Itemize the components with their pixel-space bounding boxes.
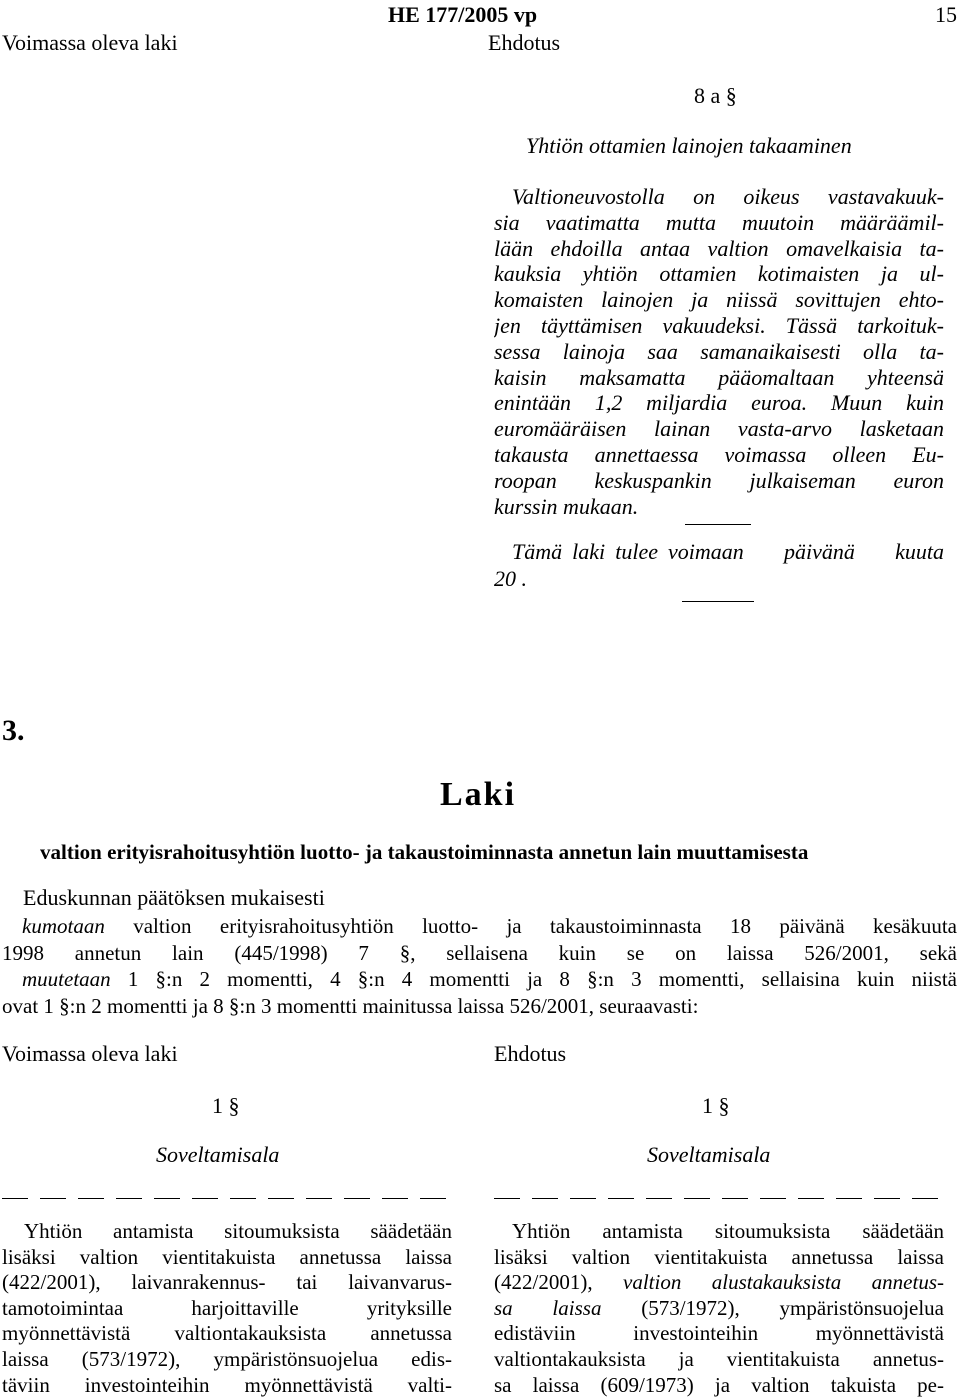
left-column-title: Voimassa oleva laki — [2, 30, 178, 55]
law-number: 3. — [2, 714, 25, 747]
text-run: sia vaatimatta mutta muutoin määräämil- — [494, 209, 944, 235]
text-line — [494, 210, 944, 236]
right-column-title: Ehdotus — [488, 30, 561, 55]
text-line — [494, 1219, 944, 1245]
text-line — [2, 1321, 452, 1347]
text-run: takausta annettaessa voimassa olleen Eu- — [494, 441, 944, 467]
text-line — [2, 1296, 452, 1322]
text-run: kurssin mukaan. — [494, 493, 639, 519]
text-run: tamotoimintaa harjoittaville yrityksille — [2, 1295, 452, 1320]
text-run: Yhtiön antamista sitoumuksista säädetään — [24, 1219, 452, 1243]
text-run: (422/2001), laivanrakennus- tai laivanvarus- — [2, 1270, 452, 1295]
document-id: HE 177/2005 vp — [388, 2, 538, 27]
left-column-text — [2, 1219, 452, 1398]
text-run: Valtioneuvostolla on oikeus vastavakuuk- — [512, 184, 944, 209]
text-line — [494, 1373, 944, 1398]
text-line — [494, 287, 944, 313]
section-8a-heading: Yhtiön ottamien lainojen takaaminen — [526, 133, 852, 158]
text-line — [494, 442, 944, 468]
right-column-text — [494, 1219, 944, 1398]
left-section-1-heading: Soveltamisala — [156, 1142, 280, 1167]
text-run: 1 §:n 2 momentti, 4 §:n 4 momentti ja 8 §:n 3 momentti, sellaisina kuin niistä — [110, 967, 957, 991]
text-line — [494, 261, 944, 287]
left-column-title-2: Voimassa oleva laki — [2, 1041, 178, 1066]
text-run: euromääräisen lainan vasta-arvo lasketaan — [494, 416, 944, 442]
text-line — [494, 339, 944, 365]
text-line — [494, 313, 944, 339]
text-run: valtiontakauksista ja vientitakuista annetus- — [494, 1346, 944, 1371]
text-run: (573/1972), ympäristönsuojelua — [601, 1295, 944, 1320]
text-line — [494, 468, 944, 494]
text-line — [2, 1373, 452, 1398]
keyword: kumotaan — [22, 914, 105, 938]
text-run: valtion erityisrahoitusyhtiön luotto- ja takaustoiminnasta 18 päivänä kesäkuuta — [104, 914, 957, 938]
text-line — [494, 1296, 944, 1322]
text-run: roopan keskuspankin julkaiseman euron — [494, 467, 944, 493]
separator-rule — [685, 524, 751, 525]
text-line — [2, 1270, 452, 1296]
text-line — [494, 390, 944, 416]
text-line — [2, 913, 957, 940]
text-run: edistäviin investointeihin myönnettävistä — [494, 1321, 944, 1346]
page-number: 15 — [935, 2, 957, 27]
text-line — [2, 940, 957, 967]
left-omission-dashes — [2, 1198, 446, 1199]
section-8a-paragraph — [494, 184, 944, 519]
text-run: kauksia yhtiön ottamien kotimaisten ja ul- — [494, 261, 944, 287]
text-line — [494, 494, 944, 520]
text-run: (422/2001), — [494, 1270, 623, 1295]
text-line — [494, 1270, 944, 1296]
text-run: enintään 1,2 miljardia euroa. Muun kuin — [494, 390, 944, 416]
text-line — [494, 1347, 944, 1373]
separator-rule-end — [682, 601, 754, 602]
amended-text-run: sa laissa — [494, 1295, 602, 1320]
keyword: muutetaan — [22, 967, 111, 991]
law-subtitle: valtion erityisrahoitusyhtiön luotto- ja takaustoiminnasta annetun lain muuttamisesta — [40, 840, 809, 864]
text-line — [494, 416, 944, 442]
text-run: ovat 1 §:n 2 momentti ja 8 §:n 3 momentti mainitussa laissa 526/2001, seuraavasti: — [2, 993, 699, 1018]
right-section-1-heading: Soveltamisala — [647, 1142, 771, 1167]
text-line — [494, 1321, 944, 1347]
text-line — [494, 184, 944, 210]
effective-date-line: Tämä laki tulee voimaan päivänä kuuta — [512, 539, 944, 564]
law-preamble — [2, 913, 957, 1019]
left-section-1: 1 § — [212, 1093, 240, 1118]
text-line — [2, 1219, 452, 1245]
right-section-1: 1 § — [702, 1093, 730, 1118]
text-run: myönnettävistä valtiontakauksista annetussa — [2, 1321, 452, 1346]
law-intro: Eduskunnan päätöksen mukaisesti — [23, 885, 325, 910]
text-run: laissa (573/1972), ympäristönsuojelua edis- — [2, 1346, 452, 1371]
text-run: 1998 annetun lain (445/1998) 7 §, sellaisena kuin se on laissa 526/2001, sekä — [2, 940, 957, 965]
text-line — [2, 993, 957, 1020]
text-line — [2, 1245, 452, 1271]
effective-date-year: 20 . — [494, 566, 527, 591]
text-run: komaisten lainojen ja niissä sovittujen ehto- — [494, 287, 944, 313]
text-line — [494, 365, 944, 391]
text-line — [494, 1245, 944, 1271]
text-run: Yhtiön antamista sitoumuksista säädetään — [512, 1219, 944, 1243]
text-run: täviin investointeihin myönnettävistä valti- — [2, 1372, 452, 1397]
text-run: lisäksi valtion vientitakuista annetussa laissa — [2, 1244, 452, 1269]
text-line — [494, 236, 944, 262]
text-line — [2, 1347, 452, 1373]
text-run: lisäksi valtion vientitakuista annetussa laissa — [494, 1244, 944, 1269]
right-column-title-2: Ehdotus — [494, 1041, 567, 1066]
text-line — [2, 966, 957, 993]
amended-text-run: valtion alustakauksista annetus- — [623, 1270, 944, 1295]
law-title: Laki — [440, 776, 517, 813]
right-omission-dashes — [494, 1198, 938, 1199]
text-run: lään ehdoilla antaa valtion omavelkaisia ta- — [494, 235, 944, 261]
section-8a: 8 a § — [694, 83, 737, 108]
text-run: jen täyttämisen vakuudeksi. Tässä tarkoituk- — [494, 312, 944, 338]
text-run: sessa lainoja saa samanaikaisesti olla ta- — [494, 338, 944, 364]
text-run: kaisin maksamatta pääomaltaan yhteensä — [494, 364, 944, 390]
text-run: sa laissa (609/1973) ja valtion takuista pe- — [494, 1372, 944, 1397]
